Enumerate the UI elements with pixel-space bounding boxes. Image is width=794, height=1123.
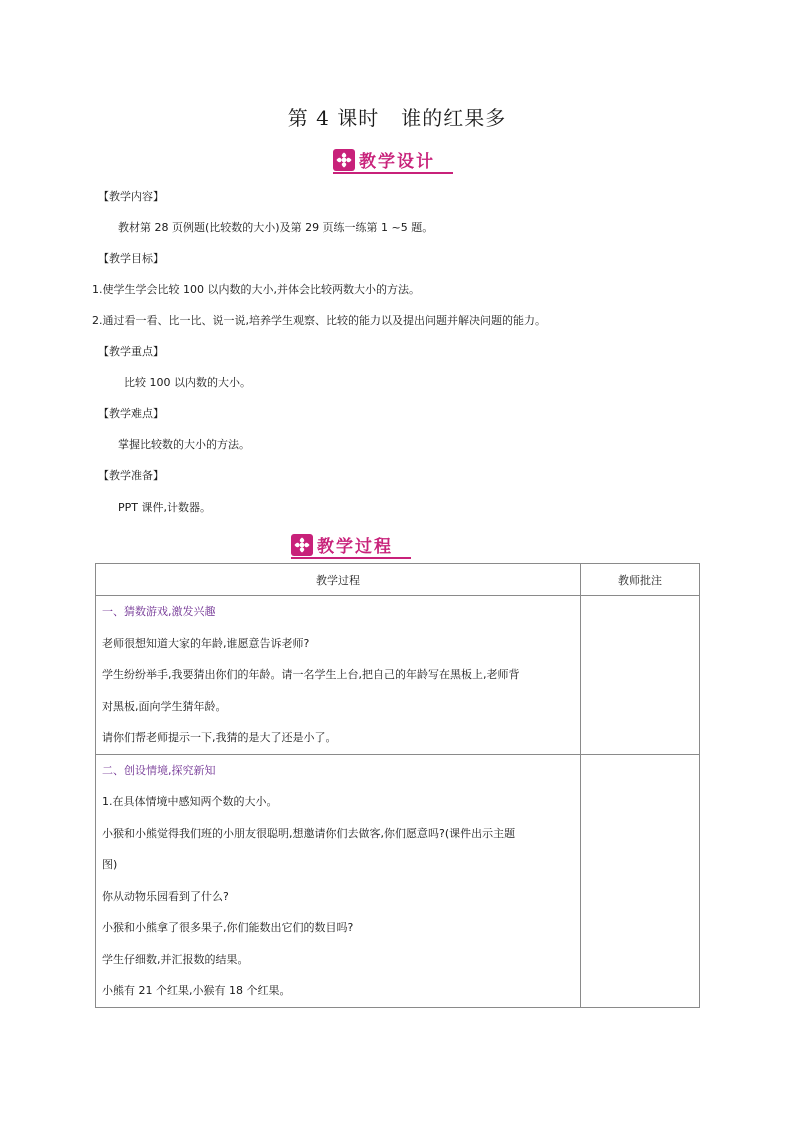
goals-heading: 【教学目标】 <box>98 252 164 265</box>
table-header-row <box>96 564 700 596</box>
lesson-number: 第 4 课时 <box>287 106 380 130</box>
content-text: 教材第 28 页例题(比较数的大小)及第 29 页练一练第 1 ~5 题。 <box>118 221 434 234</box>
flower-icon <box>333 149 355 171</box>
section-line: 小猴和小熊觉得我们班的小朋友很聪明,想邀请你们去做客,你们愿意吗?(课件出示主题 <box>102 826 516 840</box>
section-line: 1.在具体情境中感知两个数的大小。 <box>102 795 278 808</box>
section-heading: 二、创设情境,探究新知 <box>102 763 216 777</box>
flower-icon <box>291 534 313 556</box>
difficulty-text: 掌握比较数的大小的方法。 <box>118 438 250 451</box>
difficulty-heading: 【教学难点】 <box>98 407 164 420</box>
process-banner-underline <box>291 557 411 559</box>
header-process: 教学过程 <box>96 564 581 596</box>
process-banner <box>291 533 411 557</box>
design-banner-label: 教学设计 <box>359 151 435 172</box>
content-heading: 【教学内容】 <box>98 190 164 203</box>
section-line: 请你们帮老师提示一下,我猜的是大了还是小了。 <box>102 731 337 744</box>
section-line: 老师很想知道大家的年龄,谁愿意告诉老师? <box>102 636 310 650</box>
goal-1: 1.使学生学会比较 100 以内数的大小,并体会比较两数大小的方法。 <box>92 283 420 296</box>
teaching-process-table <box>95 563 700 1008</box>
key-point-text: 比较 100 以内数的大小。 <box>124 376 251 389</box>
header-notes: 教师批注 <box>580 564 699 596</box>
table-row <box>96 754 700 1007</box>
section-line: 学生仔细数,并汇报数的结果。 <box>102 952 249 966</box>
section-line: 你从动物乐园看到了什么? <box>102 889 229 903</box>
key-point-heading: 【教学重点】 <box>98 345 164 358</box>
section-line: 学生纷纷举手,我要猜出你们的年龄。请一名学生上台,把自己的年龄写在黑板上,老师背 <box>102 668 520 681</box>
notes-cell <box>580 596 699 755</box>
notes-cell <box>580 754 699 1007</box>
section-heading: 一、猜数游戏,激发兴趣 <box>102 605 216 618</box>
goal-2: 2.通过看一看、比一比、说一说,培养学生观察、比较的能力以及提出问题并解决问题的能力。 <box>92 314 546 327</box>
section-line: 对黑板,面向学生猜年龄。 <box>102 699 227 713</box>
preparation-text: PPT 课件,计数器。 <box>118 501 211 514</box>
process-cell <box>96 596 581 755</box>
section-line: 小猴和小熊拿了很多果子,你们能数出它们的数目吗? <box>102 921 354 934</box>
lesson-name: 谁的红果多 <box>401 106 507 130</box>
process-banner-label: 教学过程 <box>317 536 393 557</box>
design-banner-underline <box>333 172 453 174</box>
section-line: 图) <box>102 858 118 871</box>
page-title <box>0 102 794 131</box>
process-cell <box>96 754 581 1007</box>
section-line: 小熊有 21 个红果,小猴有 18 个红果。 <box>102 984 291 997</box>
design-banner <box>333 148 453 172</box>
preparation-heading: 【教学准备】 <box>98 469 164 482</box>
table-row <box>96 596 700 755</box>
